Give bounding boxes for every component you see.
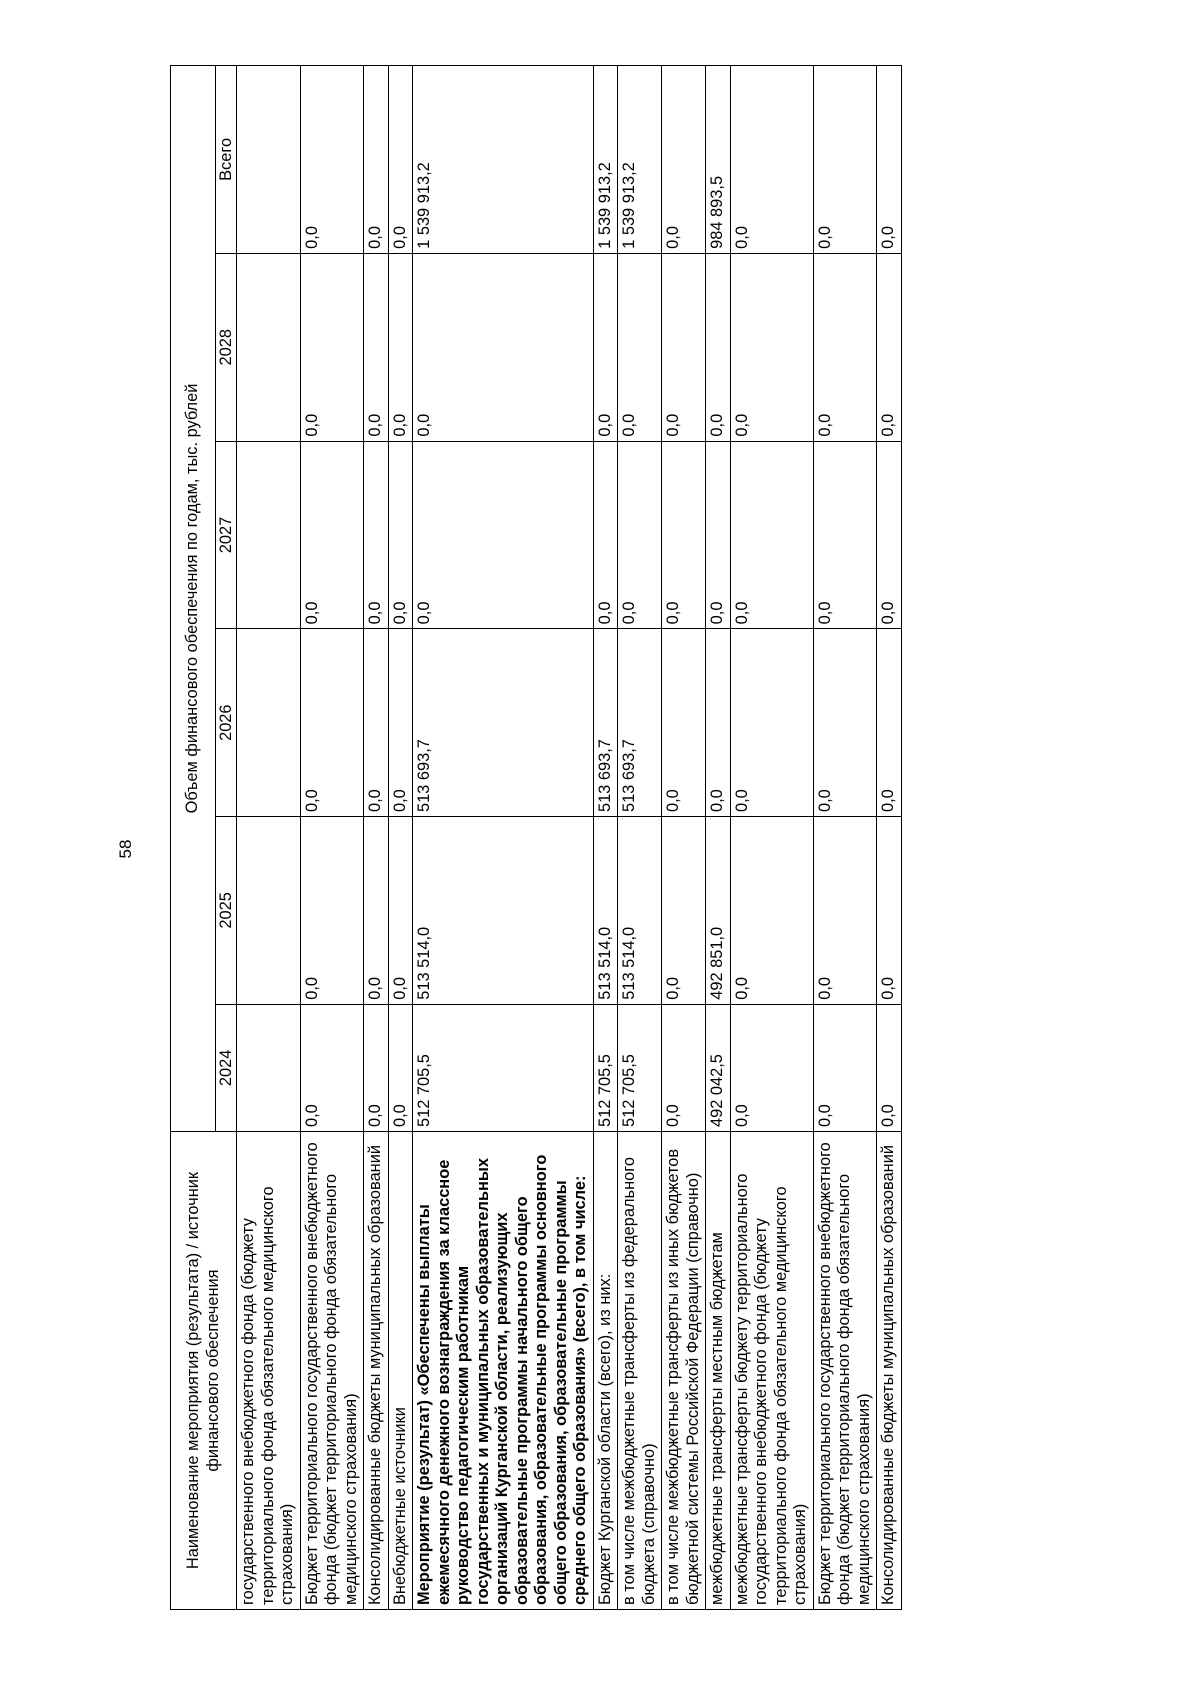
year-value-cell: 0,0 [364, 817, 389, 1005]
year-value-cell: 0,0 [730, 441, 813, 629]
total-value-cell: 984 893,5 [706, 66, 731, 254]
table-row [300, 66, 364, 1610]
year-value-cell: 0,0 [730, 817, 813, 1005]
year-value-cell: 0,0 [618, 253, 662, 441]
year-value-cell: 513 693,7 [618, 629, 662, 817]
row-name-cell: в том числе межбюджетные трансферты из федерального бюджета (справочно) [618, 1132, 662, 1610]
row-name-cell: в том числе межбюджетные трансферты из иных бюджетов бюджетной системы Российской Федерации (справочно) [662, 1132, 706, 1610]
year-header: 2028 [216, 253, 237, 441]
row-name-cell: Бюджет Курганской области (всего), из них: [593, 1132, 618, 1610]
year-value-cell: 0,0 [388, 441, 413, 629]
year-value-cell: 0,0 [413, 441, 594, 629]
total-value-cell: 0,0 [813, 66, 877, 254]
year-value-cell [237, 1004, 301, 1131]
year-value-cell: 513 693,7 [413, 629, 594, 817]
year-header: 2024 [216, 1004, 237, 1131]
name-column-header: Наименование мероприятия (результата) / источник финансового обеспечения [171, 1132, 237, 1610]
year-value-cell: 0,0 [813, 1004, 877, 1131]
total-value-cell: 0,0 [388, 66, 413, 254]
total-header: Всего [216, 66, 237, 254]
year-header: 2027 [216, 441, 237, 629]
year-value-cell: 512 705,5 [618, 1004, 662, 1131]
year-value-cell: 0,0 [364, 1004, 389, 1131]
table-row [237, 66, 301, 1610]
funding-table [170, 65, 902, 1610]
year-value-cell: 0,0 [730, 629, 813, 817]
total-value-cell: 0,0 [662, 66, 706, 254]
table-row [593, 66, 618, 1610]
table-row [662, 66, 706, 1610]
total-value-cell: 1 539 913,2 [593, 66, 618, 254]
total-value-cell [237, 66, 301, 254]
year-value-cell: 0,0 [364, 441, 389, 629]
year-value-cell: 0,0 [388, 629, 413, 817]
year-value-cell: 0,0 [593, 253, 618, 441]
year-value-cell: 0,0 [877, 253, 902, 441]
table-row [730, 66, 813, 1610]
year-value-cell: 0,0 [706, 629, 731, 817]
year-value-cell: 0,0 [413, 253, 594, 441]
year-value-cell: 0,0 [662, 629, 706, 817]
year-value-cell: 0,0 [300, 629, 364, 817]
year-value-cell: 512 705,5 [593, 1004, 618, 1131]
page-number: 58 [116, 839, 135, 859]
year-value-cell: 0,0 [730, 1004, 813, 1131]
table-row [877, 66, 902, 1610]
year-value-cell: 0,0 [877, 1004, 902, 1131]
year-value-cell: 0,0 [364, 253, 389, 441]
table-row [813, 66, 877, 1610]
table-row [618, 66, 662, 1610]
year-value-cell: 0,0 [662, 817, 706, 1005]
total-value-cell: 1 539 913,2 [413, 66, 594, 254]
year-value-cell: 513 514,0 [593, 817, 618, 1005]
year-header: 2025 [216, 817, 237, 1005]
row-name-cell: межбюджетные трансферты бюджету территориального государственного внебюджетного фонда (бюджету территориального фонда обязательного медицинского страхования) [730, 1132, 813, 1610]
year-value-cell: 0,0 [300, 441, 364, 629]
year-value-cell: 512 705,5 [413, 1004, 594, 1131]
year-value-cell: 0,0 [877, 817, 902, 1005]
total-value-cell: 0,0 [730, 66, 813, 254]
year-value-cell: 0,0 [662, 441, 706, 629]
year-value-cell: 0,0 [813, 253, 877, 441]
year-value-cell: 0,0 [813, 629, 877, 817]
table-row [388, 66, 413, 1610]
rotated-table-wrapper [170, 65, 1085, 1610]
row-name-cell: Внебюджетные источники [388, 1132, 413, 1610]
year-value-cell: 0,0 [618, 441, 662, 629]
row-name-cell: Мероприятие (результат) «Обеспечены выплаты ежемесячного денежного вознаграждения за классное руководство педагогическим работникам государственных и муниципальных образовательных организаций Курганской области, реализующих образовательные программы начального общего образования, образовательные программы основного общего образования, образовательные программы среднего общего образования» (всего), в том числе: [413, 1132, 594, 1610]
total-value-cell: 0,0 [877, 66, 902, 254]
year-value-cell: 0,0 [388, 1004, 413, 1131]
year-value-cell: 0,0 [813, 441, 877, 629]
year-value-cell: 0,0 [730, 253, 813, 441]
row-name-cell: Бюджет территориального государственного внебюджетного фонда (бюджет территориального фонда обязательного медицинского страхования) [300, 1132, 364, 1610]
year-value-cell: 0,0 [300, 253, 364, 441]
funding-group-header: Объем финансового обеспечения по годам, тыс. рублей [171, 66, 216, 1132]
row-name-cell: Консолидированные бюджеты муниципальных образований [877, 1132, 902, 1610]
year-value-cell: 0,0 [300, 1004, 364, 1131]
total-value-cell: 0,0 [364, 66, 389, 254]
year-header: 2026 [216, 629, 237, 817]
year-value-cell: 0,0 [388, 817, 413, 1005]
table-row [706, 66, 731, 1610]
year-value-cell: 0,0 [706, 253, 731, 441]
year-value-cell: 513 693,7 [593, 629, 618, 817]
total-value-cell: 0,0 [300, 66, 364, 254]
year-value-cell: 0,0 [388, 253, 413, 441]
year-value-cell [237, 253, 301, 441]
year-value-cell: 513 514,0 [618, 817, 662, 1005]
year-value-cell: 0,0 [662, 253, 706, 441]
year-value-cell [237, 441, 301, 629]
year-value-cell [237, 629, 301, 817]
table-row [364, 66, 389, 1610]
row-name-cell: Бюджет территориального государственного внебюджетного фонда (бюджет территориального фонда обязательного медицинского страхования) [813, 1132, 877, 1610]
year-value-cell: 0,0 [300, 817, 364, 1005]
row-name-cell: Консолидированные бюджеты муниципальных образований [364, 1132, 389, 1610]
table-row [413, 66, 594, 1610]
year-value-cell: 0,0 [364, 629, 389, 817]
row-name-cell: государственного внебюджетного фонда (бюджету территориального фонда обязательного медицинского страхования) [237, 1132, 301, 1610]
year-value-cell: 492 042,5 [706, 1004, 731, 1131]
year-value-cell: 0,0 [662, 1004, 706, 1131]
year-value-cell: 0,0 [877, 629, 902, 817]
year-value-cell: 492 851,0 [706, 817, 731, 1005]
year-value-cell: 0,0 [877, 441, 902, 629]
year-value-cell: 0,0 [706, 441, 731, 629]
year-value-cell: 0,0 [593, 441, 618, 629]
year-value-cell: 0,0 [813, 817, 877, 1005]
year-value-cell [237, 817, 301, 1005]
year-value-cell: 513 514,0 [413, 817, 594, 1005]
total-value-cell: 1 539 913,2 [618, 66, 662, 254]
table-body [237, 66, 902, 1610]
row-name-cell: межбюджетные трансферты местным бюджетам [706, 1132, 731, 1610]
